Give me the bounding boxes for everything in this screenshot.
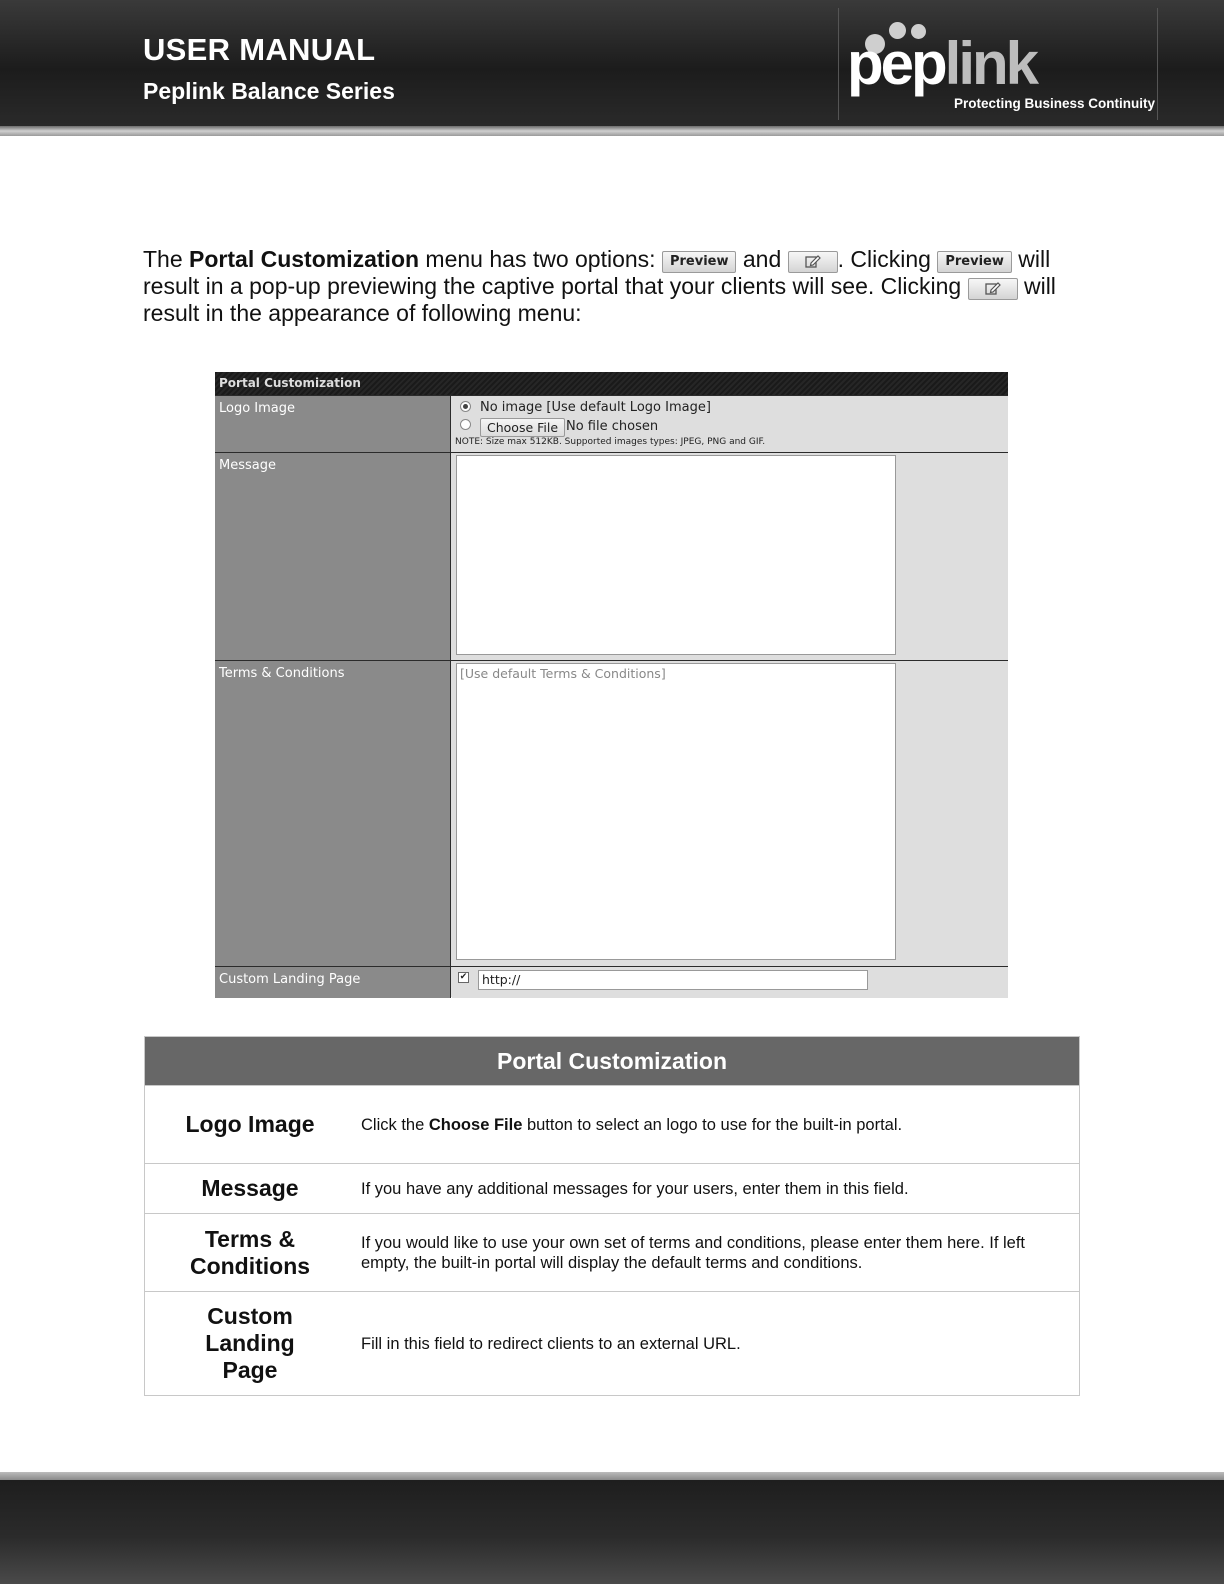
logo-tagline: Protecting Business Continuity (953, 96, 1155, 111)
table-row (145, 1291, 1079, 1395)
row-term: Message (201, 1175, 299, 1201)
logo-image-row (215, 395, 1008, 452)
landing-page-label: Custom Landing Page (215, 967, 451, 998)
upload-radio[interactable] (460, 419, 471, 430)
portal-customization-screenshot (215, 372, 1008, 997)
terms-textarea[interactable]: [Use default Terms & Conditions] (456, 663, 896, 960)
terms-label: Terms & Conditions (215, 661, 451, 966)
edit-button[interactable] (788, 251, 838, 273)
no-image-option-label: No image [Use default Logo Image] (480, 400, 711, 415)
manual-subtitle: Peplink Balance Series (143, 78, 395, 104)
no-file-chosen-text: No file chosen (566, 419, 659, 434)
logo-image-field (452, 396, 1008, 452)
manual-title: USER MANUAL (143, 32, 376, 67)
row-definition: If you would like to use your own set of terms and conditions, please enter them here. If left empty, the built-in portal will display the default terms and conditions. (361, 1233, 1026, 1272)
row-term: Custom Landing Page (205, 1303, 295, 1383)
no-image-radio[interactable] (460, 401, 471, 412)
message-row (215, 452, 1008, 660)
screenshot-title: Portal Customization (215, 372, 1008, 395)
landing-page-row (215, 966, 1008, 998)
table-row (145, 1213, 1079, 1291)
logo-note: NOTE: Size max 512KB. Supported images types: JPEG, PNG and GIF. (455, 437, 766, 447)
table-row (145, 1163, 1079, 1213)
row-term: Terms & Conditions (189, 1225, 311, 1279)
message-textarea[interactable] (456, 455, 896, 655)
logo-wordmark: peplink (847, 30, 1037, 97)
portal-customization-term: Portal Customization (189, 246, 420, 272)
page-footer (0, 1480, 1224, 1584)
landing-url-input[interactable]: http:// (478, 970, 868, 990)
edit-icon (805, 254, 821, 268)
logo-image-label: Logo Image (215, 396, 451, 452)
page-header (0, 0, 1224, 126)
edit-button-2[interactable] (968, 278, 1018, 300)
intro-paragraph: The Portal Customization menu has two options: Preview and . Clicking Preview will result in a pop-up previewing the captive portal that your clients will see. Clicking will result in the appearance of following menu: (143, 246, 1056, 326)
message-label: Message (215, 453, 451, 660)
preview-button-2[interactable]: Preview (937, 251, 1012, 273)
row-definition: If you have any additional messages for your users, enter them in this field. (361, 1179, 909, 1198)
row-definition: Click the Choose File button to select an logo to use for the built-in portal. (361, 1115, 903, 1134)
row-term: Logo Image (185, 1111, 315, 1137)
preview-button[interactable]: Preview (662, 251, 737, 273)
portal-customization-table (144, 1036, 1080, 1396)
header-rule (0, 126, 1224, 136)
choose-file-button[interactable]: Choose File (480, 418, 565, 437)
edit-icon (985, 281, 1001, 295)
peplink-logo (838, 8, 1158, 120)
table-title: Portal Customization (145, 1037, 1079, 1085)
footer-rule (0, 1472, 1224, 1480)
terms-row (215, 660, 1008, 966)
landing-page-checkbox[interactable]: ✔ (459, 972, 468, 982)
table-row (145, 1085, 1079, 1163)
row-definition: Fill in this field to redirect clients to an external URL. (361, 1334, 741, 1353)
